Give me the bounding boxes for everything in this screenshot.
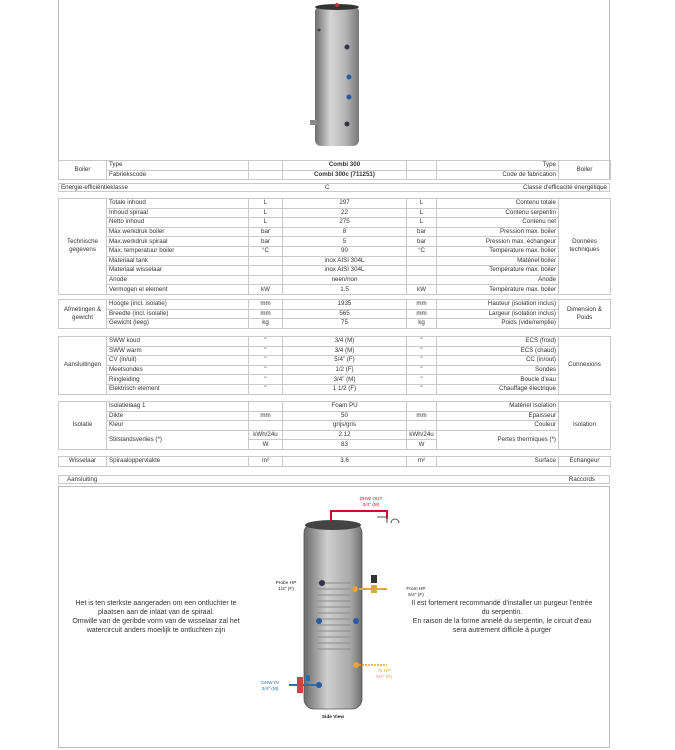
section-label-right: Dimension & Poids [559, 300, 611, 329]
insulation-table [58, 401, 611, 450]
note-fr-2: En raison de la forme annelé du serpentin, le circuit d'eau sera autrement difficile à purger [412, 618, 592, 634]
label-nl: CV (in/uit) [107, 356, 249, 366]
connection-label-fr: Raccords [568, 476, 595, 483]
table-row [59, 218, 611, 228]
label-to-hp-size: 5/4" (F) [376, 674, 392, 680]
table-row [59, 365, 611, 375]
unit: " [407, 384, 437, 394]
label-fr: Température max. boiler [437, 266, 559, 276]
table-row [59, 421, 611, 431]
unit: " [407, 337, 437, 347]
section-label-right: Isolation [559, 402, 611, 450]
value: 297 [283, 199, 407, 209]
label-fr: Contenu totale [437, 199, 559, 209]
label-fr: CC (in/out) [437, 356, 559, 366]
label-fr: Contenu net [437, 218, 559, 228]
energy-value: C [325, 184, 330, 191]
section-label-left: Technische gegevens [59, 199, 107, 295]
label-fr: Type [437, 161, 559, 171]
value: 5 [283, 237, 407, 247]
note-nl-2: Omwille van de geribde vorm van de wisselaar zal het watercircuit anders moeilijk te ontluchten zijn [72, 618, 240, 634]
label-dhw-out-name: DHW OUT [359, 497, 383, 502]
table-row [59, 266, 611, 276]
label-nl: Elektrisch element [107, 384, 249, 394]
unit [249, 402, 283, 412]
value: 50 [283, 411, 407, 421]
energy-row [58, 183, 610, 192]
energy-label-nl: Energie-efficiëntieklasse [61, 184, 128, 191]
unit: mm [407, 309, 437, 319]
label-fr: Pression max. boiler [437, 227, 559, 237]
unit: kWh/24u [249, 430, 283, 440]
table-row [59, 285, 611, 295]
unit: " [249, 346, 283, 356]
unit: " [407, 375, 437, 385]
unit: L [407, 208, 437, 218]
table-row [59, 237, 611, 247]
table-row [59, 170, 611, 180]
unit: mm [249, 411, 283, 421]
table-row [59, 309, 611, 319]
boiler-tank-image [307, 2, 367, 152]
label-nl: Type [107, 161, 249, 171]
label-nl: Max.werkdruk spiraal [107, 237, 249, 247]
unit: mm [249, 309, 283, 319]
label-nl: Netto inhoud [107, 218, 249, 228]
unit: L [249, 199, 283, 209]
table-row [59, 227, 611, 237]
unit: W [249, 440, 283, 450]
exchanger-table [58, 456, 611, 467]
label-nl: Stilstandsverlies (*) [107, 430, 249, 449]
unit: " [249, 356, 283, 366]
unit: mm [407, 411, 437, 421]
value: 3/4 (M) [283, 346, 407, 356]
label-from-hp-size: 5/4" (F) [408, 592, 424, 598]
unit: L [407, 199, 437, 209]
unit: " [407, 356, 437, 366]
section-label-left: Wisselaar [59, 457, 107, 467]
label-fr: Epaisseur [437, 411, 559, 421]
label-fr: Matériel Isolation [437, 402, 559, 412]
value: 275 [283, 218, 407, 228]
label-nl: Totale inhoud [107, 199, 249, 209]
value: 83 [283, 440, 407, 450]
value: 1935 [283, 300, 407, 310]
label-fr: ECS (froid) [437, 337, 559, 347]
label-nl: Materiaal tank [107, 256, 249, 266]
table-row [59, 375, 611, 385]
value: 1.5 [283, 285, 407, 295]
label-nl: Kleur [107, 421, 249, 431]
unit: mm [407, 300, 437, 310]
table-row [59, 208, 611, 218]
label-dhw-out [351, 497, 391, 508]
energy-label-fr: Classe d'efficacité énergétique [523, 184, 607, 191]
value: 3/4" (M) [283, 375, 407, 385]
unit: kW [249, 285, 283, 295]
section-label-right: Boiler [559, 161, 611, 180]
unit [407, 266, 437, 276]
label-nl: Gewicht (leeg) [107, 319, 249, 329]
section-label-right: Données techniques [559, 199, 611, 295]
value: 1/2 (F) [283, 365, 407, 375]
label-nl: Ringleiding [107, 375, 249, 385]
value: inox AISI 304L [283, 256, 407, 266]
unit: kg [249, 319, 283, 329]
unit: bar [407, 237, 437, 247]
label-nl: SWW warm [107, 346, 249, 356]
unit: kWh/24u [407, 430, 437, 440]
label-fr: Contenu serpentin [437, 208, 559, 218]
label-nl: Fabriekscode [107, 170, 249, 180]
label-nl: Isolatielaag 1 [107, 402, 249, 412]
unit: bar [249, 227, 283, 237]
label-to-hp [367, 669, 401, 680]
unit: mm [249, 300, 283, 310]
connection-header [58, 475, 610, 484]
value: 3.6 [283, 457, 407, 467]
unit: m² [407, 457, 437, 467]
unit: kg [407, 319, 437, 329]
label-probe-hp [266, 581, 306, 592]
unit: m² [249, 457, 283, 467]
value: neen/non [283, 275, 407, 285]
label-to-hp-name: To HP [377, 669, 391, 674]
unit [407, 421, 437, 431]
unit [249, 266, 283, 276]
label-fr: Température max. boiler [437, 246, 559, 256]
value: 90 [283, 246, 407, 256]
label-nl: Max werkdruk boiler [107, 227, 249, 237]
value: Foam PU [283, 402, 407, 412]
section-label-left: Afmetingen & gewicht [59, 300, 107, 329]
table-row [59, 300, 611, 310]
unit [407, 275, 437, 285]
label-nl: Inhoud spiraal [107, 208, 249, 218]
note-fr [407, 599, 597, 635]
note-nl [65, 599, 247, 635]
product-image-frame [58, 0, 610, 180]
unit: bar [407, 227, 437, 237]
section-label-left: Boiler [59, 161, 107, 180]
value: grijs/gris [283, 421, 407, 431]
table-row [59, 356, 611, 366]
table-row [59, 199, 611, 209]
label-fr: Boucle d'eau [437, 375, 559, 385]
table-row [59, 246, 611, 256]
note-fr-1: Il est fortement recommandé d'installer un purgeur l'entrée du serpentin. [411, 600, 593, 616]
unit [249, 275, 283, 285]
value: 565 [283, 309, 407, 319]
label-dhw-in-size: 3/4" (M) [261, 686, 279, 692]
label-fr: Surface [437, 457, 559, 467]
section-label-left: Aansluitingen [59, 337, 107, 395]
unit: W [407, 440, 437, 450]
section-label-right: Connexions [559, 337, 611, 395]
label-fr: Code de fabrication [437, 170, 559, 180]
connections-table [58, 336, 611, 395]
unit: " [407, 346, 437, 356]
unit: " [249, 375, 283, 385]
label-from-hp [399, 587, 433, 598]
label-fr: ECS (chaud) [437, 346, 559, 356]
value: Combi 300 [283, 161, 407, 171]
label-nl: Hoogte (incl. isolatie) [107, 300, 249, 310]
unit: °C [249, 246, 283, 256]
diagram-frame [58, 486, 610, 748]
label-fr: Hauteur (isolation inclus) [437, 300, 559, 310]
label-nl: Vermogen el element [107, 285, 249, 295]
label-fr: Sondes [437, 365, 559, 375]
value: 22 [283, 208, 407, 218]
section-label-left: Isolatie [59, 402, 107, 450]
value: inox AISI 304L [283, 266, 407, 276]
note-nl-1: Het is ten sterkste aangeraden om een ontluchter te plaatsen aan de inlaat van de spiraal. [75, 600, 237, 616]
label-side-view: Side View [321, 715, 345, 720]
unit: " [407, 365, 437, 375]
label-nl: Anode [107, 275, 249, 285]
value: Combi 300c (711251) [283, 170, 407, 180]
table-row [59, 384, 611, 394]
table-row [59, 346, 611, 356]
unit: bar [249, 237, 283, 247]
table-row [59, 275, 611, 285]
section-label-right: Echangeur [559, 457, 611, 467]
label-nl: SWW koud [107, 337, 249, 347]
label-fr: Température max. boiler [437, 285, 559, 295]
value: 8 [283, 227, 407, 237]
unit: " [249, 365, 283, 375]
label-nl: Materiaal wisselaar [107, 266, 249, 276]
label-fr: Pertes thermiques (*) [437, 430, 559, 449]
label-probe-name: Probe HP [275, 581, 297, 586]
unit [407, 256, 437, 266]
label-fr: Largeur (isolation inclus) [437, 309, 559, 319]
value: 5/4" (F) [283, 356, 407, 366]
table-row [59, 430, 611, 440]
table-row [59, 319, 611, 329]
dimensions-table [58, 299, 611, 329]
unit: " [249, 337, 283, 347]
label-fr: Anode [437, 275, 559, 285]
label-fr: Poids (vide/remplie) [437, 319, 559, 329]
value: 75 [283, 319, 407, 329]
unit [249, 256, 283, 266]
label-nl: Max. temperatuur boiler [107, 246, 249, 256]
unit: L [249, 208, 283, 218]
table-row [59, 161, 611, 171]
header-table [58, 160, 611, 180]
connection-label-nl: Aansluiting [67, 476, 98, 483]
value: 2.12 [283, 430, 407, 440]
technical-table [58, 198, 611, 295]
table-row [59, 411, 611, 421]
label-dhw-in-name: DHW IN [261, 681, 279, 686]
unit [407, 402, 437, 412]
value: 1 1/2 (F) [283, 384, 407, 394]
label-dhw-out-size: 3/4" (M) [362, 502, 380, 508]
label-nl: Breedte (incl. isolatie) [107, 309, 249, 319]
table-row [59, 256, 611, 266]
label-fr: Chauffage électrique [437, 384, 559, 394]
label-nl: Meetsondes [107, 365, 249, 375]
unit: L [249, 218, 283, 228]
label-dhw-in [253, 681, 287, 692]
label-nl: Spiraaloppervlakte [107, 457, 249, 467]
unit: L [407, 218, 437, 228]
unit: °C [407, 246, 437, 256]
unit: " [249, 384, 283, 394]
label-fr: Couleur [437, 421, 559, 431]
table-row [59, 402, 611, 412]
label-fr: Pression max. échangeur [437, 237, 559, 247]
unit [249, 421, 283, 431]
label-probe-size: 1/2" (F) [278, 586, 294, 592]
unit: kW [407, 285, 437, 295]
label-fr: Matériel boiler [437, 256, 559, 266]
table-row [59, 337, 611, 347]
label-nl: Dikte [107, 411, 249, 421]
table-row [59, 457, 611, 467]
label-from-hp-name: From HP [406, 587, 426, 592]
value: 3/4 (M) [283, 337, 407, 347]
